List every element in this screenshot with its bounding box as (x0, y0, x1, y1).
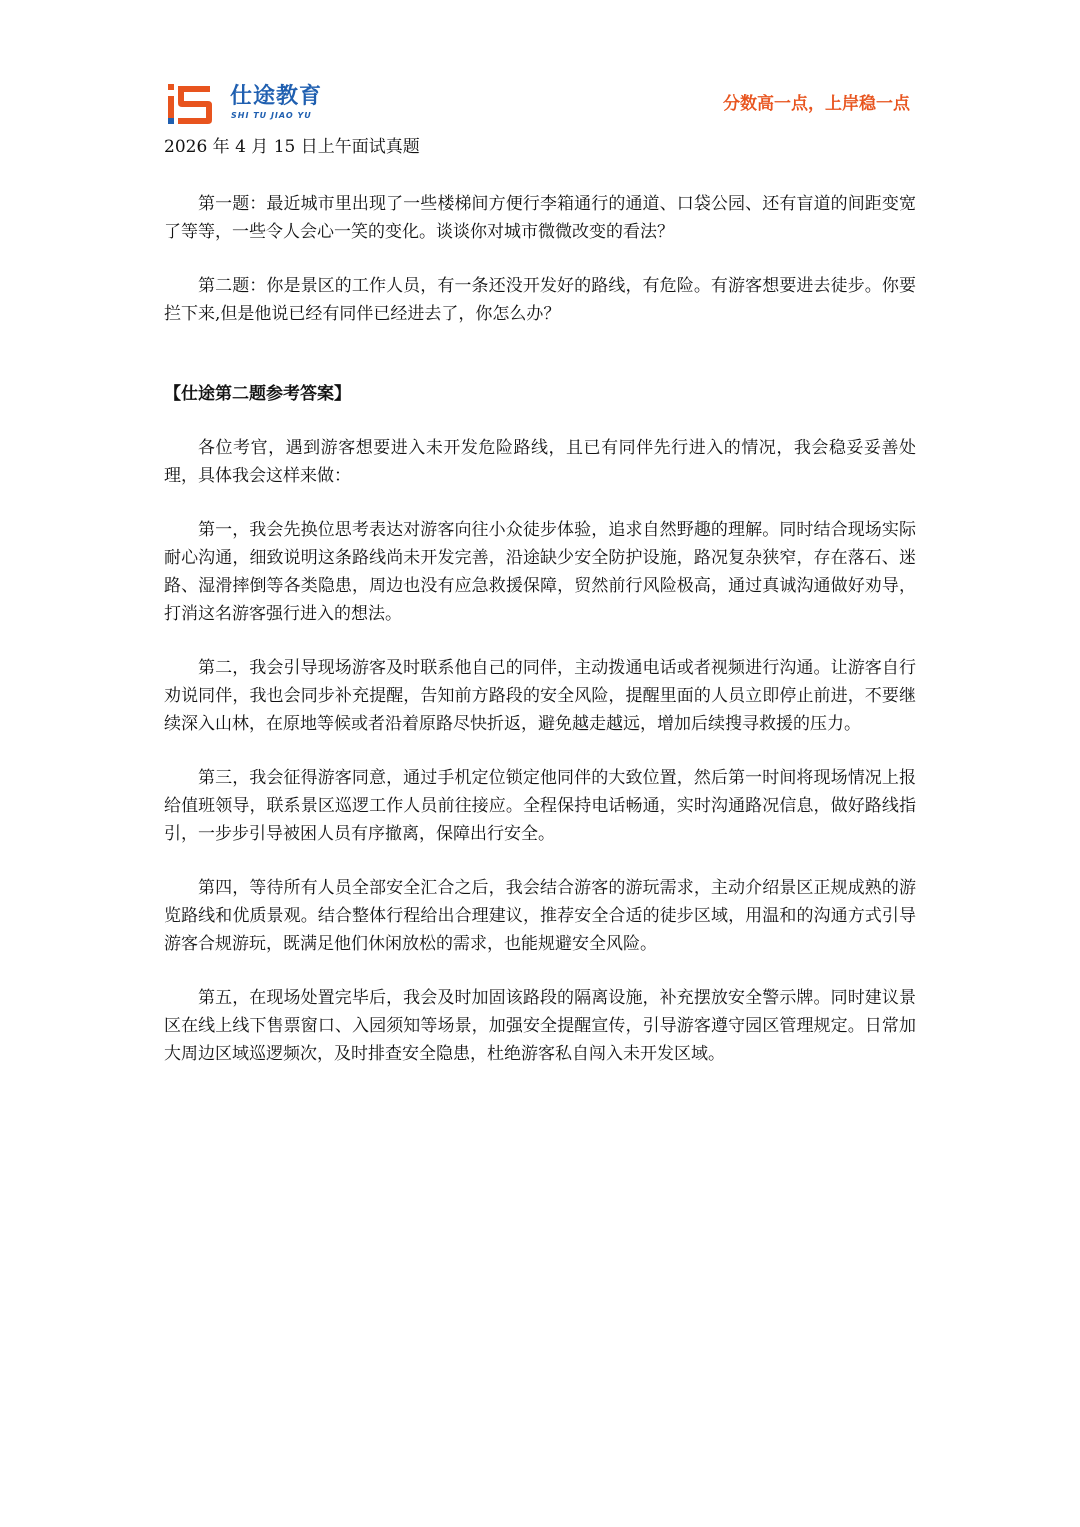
page-header (0, 0, 1080, 130)
document-date-title: 2026 年 4 月 15 日上午面试真题 (164, 137, 420, 157)
brand-name: 仕途教育 (230, 84, 323, 109)
shitu-s-logo-icon (166, 82, 216, 126)
answer-section-title: 【仕途第二题参考答案】 (164, 384, 351, 404)
answer-point-5: 第五，在现场处置完毕后，我会及时加固该路段的隔离设施，补充摆放安全警示牌。同时建议景区在线上线下售票窗口、入园须知等场景，加强安全提醒宣传，引导游客遵守园区管理规定。日常加大周边区域巡逻频次，及时排查安全隐患，杜绝游客私自闯入未开发区域。 (164, 988, 916, 1064)
header-slogan: 分数高一点，上岸稳一点 (723, 94, 910, 114)
answer-point-4: 第四，等待所有人员全部安全汇合之后，我会结合游客的游玩需求，主动介绍景区正规成熟的游览路线和优质景观。结合整体行程给出合理建议，推荐安全合适的徒步区域，用温和的沟通方式引导游客合规游玩，既满足他们休闲放松的需求，也能规避安全风险。 (164, 878, 916, 954)
document-body (164, 134, 916, 1094)
question-1: 第一题：最近城市里出现了一些楼梯间方便行李箱通行的通道、口袋公园、还有盲道的间距变宽了等等，一些令人会心一笑的变化。谈谈你对城市微微改变的看法？ (164, 194, 916, 242)
answer-point-2: 第二，我会引导现场游客及时联系他自己的同伴，主动拨通电话或者视频进行沟通。让游客自行劝说同伴，我也会同步补充提醒，告知前方路段的安全风险，提醒里面的人员立即停止前进，不要继续深入山林，在原地等候或者沿着原路尽快折返，避免越走越远，增加后续搜寻救援的压力。 (164, 658, 916, 734)
answer-point-3: 第三，我会征得游客同意，通过手机定位锁定他同伴的大致位置，然后第一时间将现场情况上报给值班领导，联系景区巡逻工作人员前往接应。全程保持电话畅通，实时沟通路况信息，做好路线指引，一步步引导被困人员有序撤离，保障出行安全。 (164, 768, 916, 844)
answer-point-1: 第一，我会先换位思考表达对游客向往小众徒步体验，追求自然野趣的理解。同时结合现场实际耐心沟通，细致说明这条路线尚未开发完善，沿途缺少安全防护设施，路况复杂狭窄，存在落石、迷路、湿滑摔倒等各类隐患，周边也没有应急救援保障，贸然前行风险极高，通过真诚沟通做好劝导，打消这名游客强行进入的想法。 (164, 520, 916, 624)
answer-intro: 各位考官，遇到游客想要进入未开发危险路线，且已有同伴先行进入的情况，我会稳妥妥善处理，具体我会这样来做： (164, 438, 916, 486)
brand-name-pinyin: SHI TU JIAO YU (231, 111, 312, 120)
question-2: 第二题：你是景区的工作人员，有一条还没开发好的路线，有危险。有游客想要进去徒步。你要拦下来,但是他说已经有同伴已经进去了，你怎么办？ (164, 276, 916, 324)
